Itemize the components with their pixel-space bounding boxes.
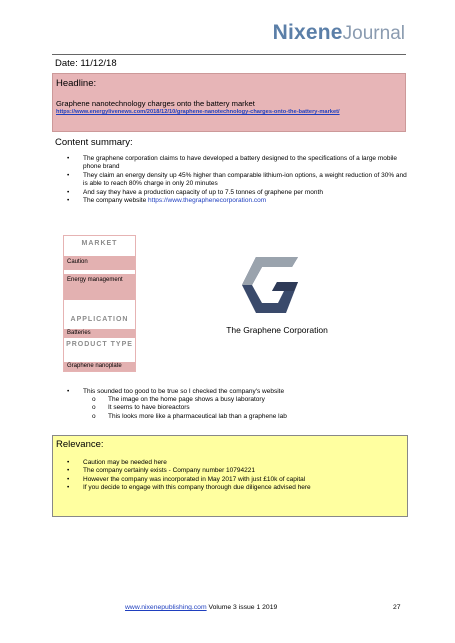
application-item: Batteries (64, 329, 135, 338)
journal-logo (273, 22, 405, 43)
logo-brand: Nixene (272, 21, 343, 44)
list-item: • However the company was incorporated in May 2017 with just £10k of capital (67, 476, 407, 484)
list-item: o The image on the home page shows a busy laboratory (92, 396, 287, 404)
graphene-corporation-logo-icon (242, 255, 310, 315)
list-item: • Caution may be needed here (67, 459, 407, 467)
list-item: • If you decide to engage with this company thorough due diligence advised here (67, 484, 407, 492)
list-item (67, 197, 407, 205)
list-item: o This looks more like a pharmaceutical lab than a graphene lab (92, 413, 287, 421)
list-item: • The company certainly exists - Company number 10794221 (67, 467, 407, 475)
summary-heading: Content summary: (55, 137, 133, 148)
footer-issue: Volume 3 issue 1 2019 (206, 604, 278, 611)
application-heading: APPLICATION (70, 316, 129, 323)
notes-sublist (92, 396, 287, 421)
article-date: Date: 11/12/18 (55, 58, 117, 69)
market-item: Energy management (64, 274, 135, 300)
list-item: o It seems to have bioreactors (92, 404, 287, 412)
list-item: • The graphene corporation claims to have developed a battery designed to the specifications of a large mobile phone brand (67, 155, 407, 172)
product-item: Graphene nanoplate (64, 362, 135, 371)
footer (125, 604, 277, 611)
market-item: Caution (64, 256, 135, 270)
list-item: • This sounded too good to be true so I checked the company's website (67, 388, 407, 396)
headline-label: Headline: (56, 78, 97, 89)
classification-sidebar (63, 235, 136, 372)
company-website-link[interactable]: https://www.thegraphenecorporation.com (148, 197, 267, 205)
headline-title: Graphene nanotechnology charges onto the battery market (56, 99, 255, 108)
headline-box (52, 73, 406, 132)
relevance-list (67, 459, 407, 493)
relevance-heading: Relevance: (56, 439, 104, 450)
header-rule (52, 54, 406, 55)
list-item: • And say they have a production capacity of up to 7.5 tonnes of graphene per month (67, 189, 407, 197)
headline-url-link[interactable]: https://www.energylivenews.com/2018/12/10/graphene-nanotechnology-charges-onto-the-battery-market/ (56, 109, 340, 115)
website-prefix: The company website (83, 197, 149, 205)
company-name: The Graphene Corporation (226, 325, 328, 335)
market-heading: MARKET (81, 240, 118, 247)
summary-list (67, 155, 407, 205)
product-type-heading: PRODUCT TYPE (66, 341, 133, 348)
logo-journal: Journal (342, 23, 405, 44)
publisher-website-link[interactable]: www.nixenepublishing.com (125, 604, 207, 611)
page-number: 27 (393, 604, 401, 611)
list-item: • They claim an energy density up 45% higher than comparable lithium-ion options, a weight reduction of 30% and is able to reach 80% charge in only 20 minutes (67, 172, 407, 189)
